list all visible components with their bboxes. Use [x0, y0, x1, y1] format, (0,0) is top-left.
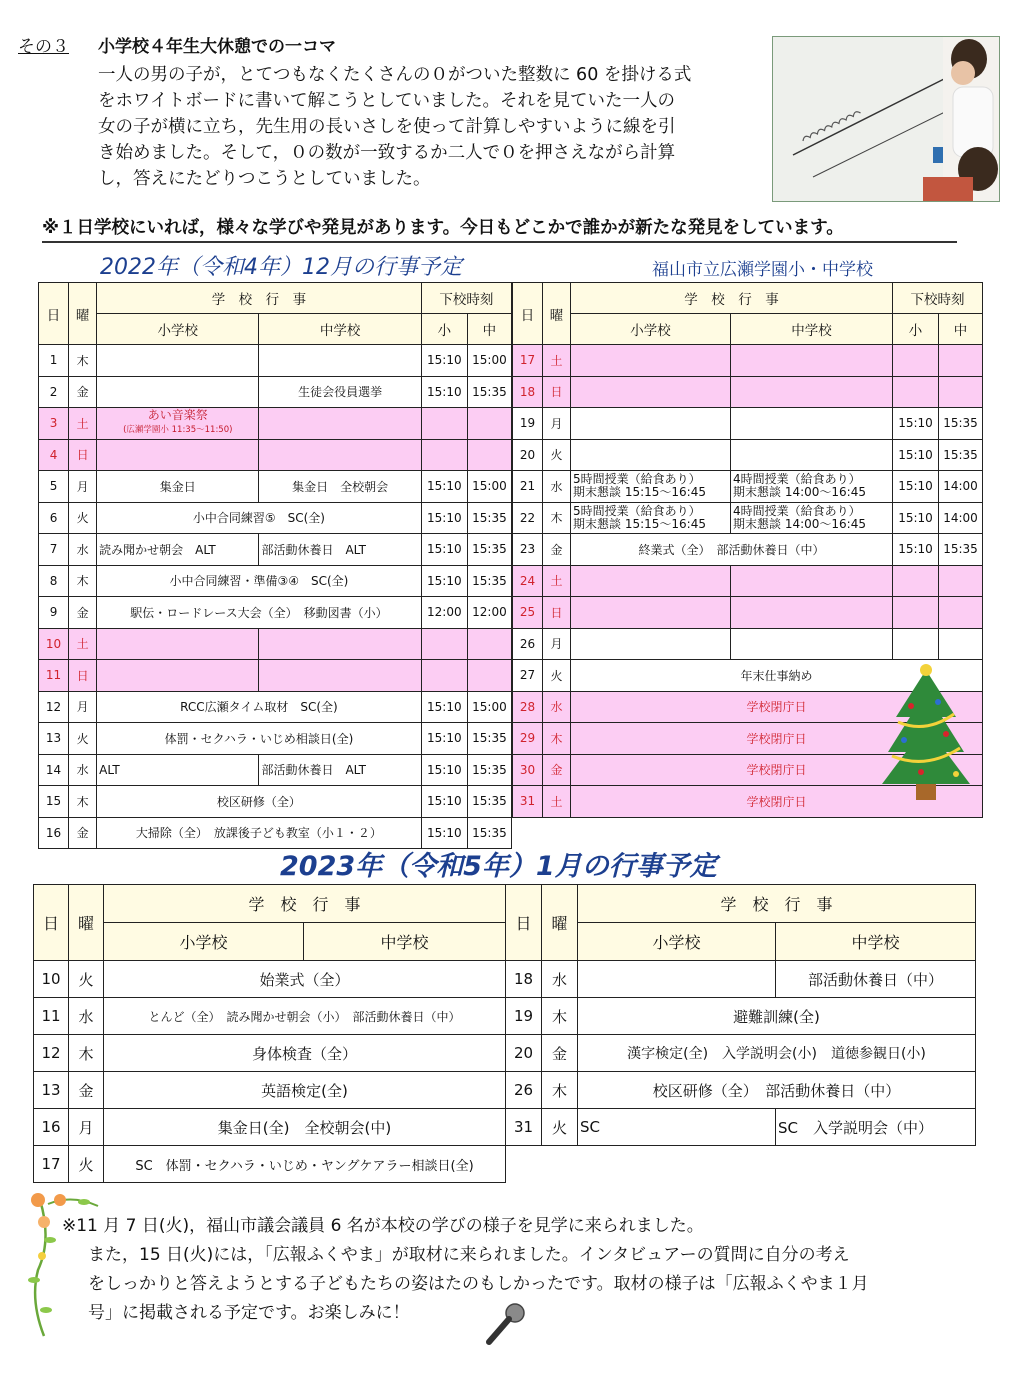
- table-row: [506, 1072, 976, 1109]
- day-cell: 16: [39, 817, 69, 849]
- weekday-cell: 月: [69, 1109, 104, 1146]
- dismissal-elem: [421, 408, 467, 440]
- header-weekday: 曜: [542, 885, 578, 961]
- header-junior: 中学校: [304, 923, 506, 961]
- day-cell: 2: [39, 376, 69, 408]
- day-cell: 28: [513, 691, 543, 723]
- elementary-event: [571, 502, 731, 534]
- junior-event: 部活動休養日 ALT: [259, 534, 421, 566]
- event-line: 5時間授業（給食あり）: [573, 472, 701, 487]
- day-cell: 20: [513, 439, 543, 471]
- weekday-cell: 日: [543, 376, 571, 408]
- weekday-cell: 火: [69, 961, 104, 998]
- closure-event: 学校閉庁日: [571, 786, 983, 818]
- dismissal-elem: 12:00: [421, 597, 467, 629]
- table-row: [39, 345, 512, 377]
- closure-event: 学校閉庁日: [571, 754, 983, 786]
- header-middle: 中: [939, 314, 983, 345]
- weekday-cell: 水: [69, 534, 97, 566]
- shared-event: とんど（全） 読み聞かせ朝会（小） 部活動休養日（中）: [104, 998, 506, 1035]
- dismissal-junior: 15:35: [467, 502, 511, 534]
- table-row: [39, 691, 512, 723]
- table-row: [39, 597, 512, 629]
- christmas-tree-icon: [876, 662, 976, 802]
- table-row: [39, 534, 512, 566]
- dismissal-elem: 15:10: [893, 439, 939, 471]
- header-events: 学 校 行 事: [571, 283, 893, 314]
- shared-event: 集金日(全) 全校朝会(中): [104, 1109, 506, 1146]
- junior-event: [259, 408, 421, 440]
- weekday-cell: 水: [69, 998, 104, 1035]
- table-row: [39, 754, 512, 786]
- event-line: 4時間授業（給食あり）: [733, 472, 861, 487]
- body-line-4: き始めました。そして，０の数が一致するか二人で０を押さえながら計算: [98, 143, 676, 163]
- day-cell: 21: [513, 471, 543, 503]
- footer-line-4: 号」に掲載される予定です。お楽しみに！: [88, 1303, 410, 1323]
- day-cell: 26: [513, 628, 543, 660]
- section-title: 小学校４年生大休憩での一コマ: [98, 37, 336, 57]
- day-cell: 18: [506, 961, 542, 998]
- junior-event: [731, 376, 893, 408]
- elementary-event: [571, 565, 731, 597]
- junior-event: [731, 628, 893, 660]
- shared-event: SC 体罰・セクハラ・いじめ・ヤングケアラー相談日(全): [104, 1146, 506, 1183]
- junior-event: 部活動休養日 ALT: [259, 754, 421, 786]
- header-dismissal: 下校時刻: [893, 283, 983, 314]
- day-cell: 17: [34, 1146, 69, 1183]
- table-row: [39, 723, 512, 755]
- event-line: 期末懇談 15:15～16:45: [573, 485, 706, 500]
- weekday-cell: 火: [69, 1146, 104, 1183]
- elementary-event: [97, 660, 259, 692]
- event-line: 5時間授業（給食あり）: [573, 503, 701, 518]
- weekday-cell: 土: [69, 408, 97, 440]
- shared-event: 校区研修（全） 部活動休養日（中）: [578, 1072, 976, 1109]
- school-name: 福山市立広瀬学園小・中学校: [652, 260, 873, 280]
- header-elementary: 小学校: [97, 314, 259, 345]
- weekday-cell: 木: [69, 786, 97, 818]
- elementary-event: 読み聞かせ朝会 ALT: [97, 534, 259, 566]
- dismissal-elem: [893, 565, 939, 597]
- header-dismissal: 下校時刻: [421, 283, 511, 314]
- weekday-cell: 土: [543, 565, 571, 597]
- day-cell: 19: [506, 998, 542, 1035]
- day-cell: 12: [39, 691, 69, 723]
- day-cell: 1: [39, 345, 69, 377]
- shared-event: 校区研修（全）: [97, 786, 422, 818]
- shared-event: 駅伝・ロードレース大会（全） 移動図書（小）: [97, 597, 422, 629]
- junior-event: [731, 502, 893, 534]
- junior-event: 生徒会役員選挙: [259, 376, 421, 408]
- header-small: 小: [421, 314, 467, 345]
- dismissal-elem: 15:10: [893, 502, 939, 534]
- table-row: [34, 1072, 506, 1109]
- weekday-cell: 水: [69, 754, 97, 786]
- weekday-cell: 水: [543, 691, 571, 723]
- table-row: [39, 502, 512, 534]
- shared-event: 避難訓練(全): [578, 998, 976, 1035]
- weekday-cell: 火: [542, 1109, 578, 1146]
- dismissal-junior: [467, 660, 511, 692]
- event-line: 期末懇談 15:15～16:45: [573, 516, 706, 531]
- elementary-event: SC: [578, 1109, 776, 1146]
- weekday-cell: 月: [69, 691, 97, 723]
- dismissal-junior: [939, 376, 983, 408]
- dismissal-elem: 15:10: [421, 786, 467, 818]
- day-cell: 19: [513, 408, 543, 440]
- table-row: [513, 376, 983, 408]
- footer-line-1: ※11 月 7 日(火)，福山市議会議員 6 名が本校の学びの様子を見学に来られました。: [62, 1216, 704, 1236]
- weekday-cell: 金: [69, 817, 97, 849]
- header-day: 日: [39, 283, 69, 345]
- day-cell: 27: [513, 660, 543, 692]
- elementary-event: [571, 345, 731, 377]
- dismissal-elem: 15:10: [421, 565, 467, 597]
- weekday-cell: 月: [543, 408, 571, 440]
- day-cell: 20: [506, 1035, 542, 1072]
- day-cell: 11: [34, 998, 69, 1035]
- whiteboard-photo: [772, 36, 1000, 202]
- header-middle: 中: [467, 314, 511, 345]
- junior-event: 部活動休養日（中）: [776, 961, 976, 998]
- table-row: [39, 660, 512, 692]
- shared-event: 体罰・セクハラ・いじめ相談日(全): [97, 723, 422, 755]
- concert-event: [97, 408, 259, 440]
- table-row: [39, 628, 512, 660]
- shared-event: 始業式（全）: [104, 961, 506, 998]
- day-cell: 11: [39, 660, 69, 692]
- day-cell: 4: [39, 439, 69, 471]
- junior-event: [259, 660, 421, 692]
- dismissal-elem: [893, 597, 939, 629]
- day-cell: 8: [39, 565, 69, 597]
- weekday-cell: 土: [543, 786, 571, 818]
- day-cell: 3: [39, 408, 69, 440]
- dismissal-junior: [467, 408, 511, 440]
- dismissal-junior: 15:35: [467, 376, 511, 408]
- day-cell: 16: [34, 1109, 69, 1146]
- footer-line-3: をしっかりと答えようとする子どもたちの姿はたのもしかったです。取材の様子は「広報ふくやま１月: [88, 1274, 869, 1294]
- header-small: 小: [893, 314, 939, 345]
- header-weekday: 曜: [69, 283, 97, 345]
- table-row: [34, 961, 506, 998]
- junior-event: [731, 439, 893, 471]
- dismissal-junior: 15:00: [467, 471, 511, 503]
- junior-event: 集金日 全校朝会: [259, 471, 421, 503]
- table-row: [39, 408, 512, 440]
- weekday-cell: 木: [542, 1072, 578, 1109]
- elementary-event: [578, 961, 776, 998]
- dismissal-junior: 14:00: [939, 471, 983, 503]
- weekday-cell: 金: [543, 534, 571, 566]
- header-junior: 中学校: [776, 923, 976, 961]
- day-cell: 17: [513, 345, 543, 377]
- weekday-cell: 水: [542, 961, 578, 998]
- dismissal-elem: 15:10: [421, 502, 467, 534]
- shared-event: 大掃除（全） 放課後子ども教室（小１・２）: [97, 817, 422, 849]
- january-table-right: [505, 884, 976, 1146]
- table-row: [506, 1109, 976, 1146]
- elementary-event: [571, 471, 731, 503]
- notice-banner: ※１日学校にいれば，様々な学びや発見があります。今日もどこかで誰かが新たな発見をしています。: [42, 214, 957, 243]
- december-table-left: [38, 282, 512, 849]
- january-schedule-title: 2023年（令和5年）1月の行事予定: [280, 851, 717, 882]
- weekday-cell: 木: [543, 723, 571, 755]
- dismissal-junior: 14:00: [939, 502, 983, 534]
- day-cell: 23: [513, 534, 543, 566]
- header-events: 学 校 行 事: [97, 283, 422, 314]
- table-row: [513, 439, 983, 471]
- dismissal-junior: 15:35: [467, 817, 511, 849]
- microphone-icon: [484, 1302, 526, 1346]
- shared-event: 身体検査（全）: [104, 1035, 506, 1072]
- footer-line-2: また，15 日(火)には，「広報ふくやま」が取材に来られました。インタビュアーの質問に自分の考え: [88, 1245, 850, 1265]
- dismissal-elem: 15:10: [893, 408, 939, 440]
- junior-event: [259, 628, 421, 660]
- dismissal-junior: 12:00: [467, 597, 511, 629]
- dismissal-junior: [467, 628, 511, 660]
- weekday-cell: 日: [543, 597, 571, 629]
- junior-event: [731, 565, 893, 597]
- table-row: [34, 1109, 506, 1146]
- shared-event: 年末仕事納め: [571, 660, 983, 692]
- table-row: [506, 998, 976, 1035]
- table-row: [513, 471, 983, 503]
- weekday-cell: 金: [543, 754, 571, 786]
- table-row: [39, 471, 512, 503]
- dismissal-junior: 15:35: [467, 786, 511, 818]
- day-cell: 6: [39, 502, 69, 534]
- junior-event: [259, 345, 421, 377]
- dismissal-junior: 15:35: [467, 723, 511, 755]
- shared-event: RCC広瀬タイム取材 SC(全): [97, 691, 422, 723]
- header-junior: 中学校: [731, 314, 893, 345]
- weekday-cell: 火: [543, 439, 571, 471]
- header-events: 学 校 行 事: [578, 885, 976, 923]
- table-row: [39, 565, 512, 597]
- weekday-cell: 金: [69, 1072, 104, 1109]
- dismissal-elem: [893, 376, 939, 408]
- dismissal-junior: 15:00: [467, 691, 511, 723]
- table-row: [34, 1035, 506, 1072]
- dismissal-junior: 15:35: [939, 408, 983, 440]
- elementary-event: [571, 597, 731, 629]
- shared-event: 終業式（全） 部活動休養日（中）: [571, 534, 893, 566]
- weekday-cell: 土: [543, 345, 571, 377]
- weekday-cell: 金: [542, 1035, 578, 1072]
- day-cell: 12: [34, 1035, 69, 1072]
- dismissal-elem: 15:10: [421, 471, 467, 503]
- elementary-event: [97, 439, 259, 471]
- dismissal-junior: 15:35: [939, 534, 983, 566]
- dismissal-elem: 15:10: [421, 723, 467, 755]
- dismissal-junior: [939, 597, 983, 629]
- table-row: [513, 534, 983, 566]
- table-row: [39, 376, 512, 408]
- dismissal-elem: [421, 628, 467, 660]
- dismissal-elem: [421, 660, 467, 692]
- weekday-cell: 火: [543, 660, 571, 692]
- dismissal-junior: 15:35: [467, 754, 511, 786]
- weekday-cell: 金: [69, 597, 97, 629]
- event-line: 4時間授業（給食あり）: [733, 503, 861, 518]
- header-weekday: 曜: [69, 885, 104, 961]
- event-line: 期末懇談 14:00～16:45: [733, 485, 866, 500]
- dismissal-elem: [893, 345, 939, 377]
- weekday-cell: 水: [543, 471, 571, 503]
- day-cell: 13: [39, 723, 69, 755]
- shared-event: 小中合同練習⑤ SC(全): [97, 502, 422, 534]
- table-row: [513, 597, 983, 629]
- day-cell: 15: [39, 786, 69, 818]
- day-cell: 30: [513, 754, 543, 786]
- elementary-event: [571, 376, 731, 408]
- table-row: [506, 961, 976, 998]
- concert-title: あい音楽祭: [147, 408, 208, 423]
- day-cell: 10: [34, 961, 69, 998]
- header-day: 日: [34, 885, 69, 961]
- header-day: 日: [513, 283, 543, 345]
- december-schedule-title: 2022年（令和4年）12月の行事予定: [100, 255, 462, 280]
- table-row: [34, 998, 506, 1035]
- concert-subtitle: (広瀬学園小 11:35～11:50): [123, 425, 233, 436]
- weekday-cell: 日: [69, 439, 97, 471]
- table-row: [506, 1035, 976, 1072]
- elementary-event: [97, 376, 259, 408]
- weekday-cell: 木: [543, 502, 571, 534]
- weekday-cell: 火: [69, 723, 97, 755]
- shared-event: 漢字検定(全) 入学説明会(小) 道徳参観日(小): [578, 1035, 976, 1072]
- weekday-cell: 月: [69, 471, 97, 503]
- dismissal-elem: [421, 439, 467, 471]
- header-elementary: 小学校: [571, 314, 731, 345]
- elementary-event: [571, 439, 731, 471]
- junior-event: [259, 439, 421, 471]
- weekday-cell: 金: [69, 376, 97, 408]
- weekday-cell: 木: [69, 345, 97, 377]
- weekday-cell: 日: [69, 660, 97, 692]
- weekday-cell: 木: [69, 1035, 104, 1072]
- header-day: 日: [506, 885, 542, 961]
- day-cell: 9: [39, 597, 69, 629]
- header-elementary: 小学校: [578, 923, 776, 961]
- day-cell: 31: [506, 1109, 542, 1146]
- day-cell: 14: [39, 754, 69, 786]
- closure-event: 学校閉庁日: [571, 723, 983, 755]
- dismissal-junior: 15:35: [467, 565, 511, 597]
- header-weekday: 曜: [543, 283, 571, 345]
- weekday-cell: 木: [542, 998, 578, 1035]
- table-row: [513, 502, 983, 534]
- weekday-cell: 火: [69, 502, 97, 534]
- junior-event: [731, 471, 893, 503]
- day-cell: 22: [513, 502, 543, 534]
- body-line-2: をホワイトボードに書いて解こうとしていました。それを見ていた一人の: [98, 91, 675, 111]
- dismissal-elem: [893, 628, 939, 660]
- header-junior: 中学校: [259, 314, 421, 345]
- day-cell: 18: [513, 376, 543, 408]
- elementary-event: [571, 408, 731, 440]
- day-cell: 5: [39, 471, 69, 503]
- junior-event: SC 入学説明会（中）: [776, 1109, 976, 1146]
- junior-event: [731, 345, 893, 377]
- day-cell: 24: [513, 565, 543, 597]
- dismissal-elem: 15:10: [421, 691, 467, 723]
- day-cell: 29: [513, 723, 543, 755]
- table-row: [513, 408, 983, 440]
- header-events: 学 校 行 事: [104, 885, 506, 923]
- dismissal-junior: [939, 345, 983, 377]
- elementary-event: [97, 345, 259, 377]
- january-table-left: [33, 884, 506, 1183]
- elementary-event: [97, 628, 259, 660]
- dismissal-junior: [939, 628, 983, 660]
- day-cell: 10: [39, 628, 69, 660]
- elementary-event: 集金日: [97, 471, 259, 503]
- day-cell: 13: [34, 1072, 69, 1109]
- section-label: その３: [18, 37, 69, 57]
- table-row: [39, 786, 512, 818]
- shared-event: 小中合同練習・準備③④ SC(全): [97, 565, 422, 597]
- dismissal-junior: [467, 439, 511, 471]
- closure-event: 学校閉庁日: [571, 691, 983, 723]
- dismissal-elem: 15:10: [893, 471, 939, 503]
- body-line-5: し，答えにたどりつこうとしていました。: [98, 169, 431, 189]
- dismissal-junior: [939, 565, 983, 597]
- dismissal-junior: 15:35: [939, 439, 983, 471]
- table-row: [513, 565, 983, 597]
- table-row: [34, 1146, 506, 1183]
- body-line-1: 一人の男の子が，とてつもなくたくさんの０がついた整数に 60 を掛ける式: [98, 65, 692, 85]
- body-line-3: 女の子が横に立ち，先生用の長いさしを使って計算しやすいように線を引: [98, 117, 676, 137]
- weekday-cell: 土: [69, 628, 97, 660]
- dismissal-junior: 15:35: [467, 534, 511, 566]
- elementary-event: ALT: [97, 754, 259, 786]
- table-row: [513, 628, 983, 660]
- day-cell: 31: [513, 786, 543, 818]
- day-cell: 7: [39, 534, 69, 566]
- weekday-cell: 月: [543, 628, 571, 660]
- day-cell: 26: [506, 1072, 542, 1109]
- weekday-cell: 木: [69, 565, 97, 597]
- dismissal-elem: 15:10: [421, 376, 467, 408]
- dismissal-junior: 15:00: [467, 345, 511, 377]
- dismissal-elem: 15:10: [421, 817, 467, 849]
- elementary-event: [571, 628, 731, 660]
- dismissal-elem: 15:10: [421, 345, 467, 377]
- event-line: 期末懇談 14:00～16:45: [733, 516, 866, 531]
- junior-event: [731, 408, 893, 440]
- header-elementary: 小学校: [104, 923, 304, 961]
- dismissal-elem: 15:10: [893, 534, 939, 566]
- dismissal-elem: 15:10: [421, 754, 467, 786]
- table-row: [513, 345, 983, 377]
- day-cell: 25: [513, 597, 543, 629]
- shared-event: 英語検定(全): [104, 1072, 506, 1109]
- dismissal-elem: 15:10: [421, 534, 467, 566]
- junior-event: [731, 597, 893, 629]
- table-row: [39, 439, 512, 471]
